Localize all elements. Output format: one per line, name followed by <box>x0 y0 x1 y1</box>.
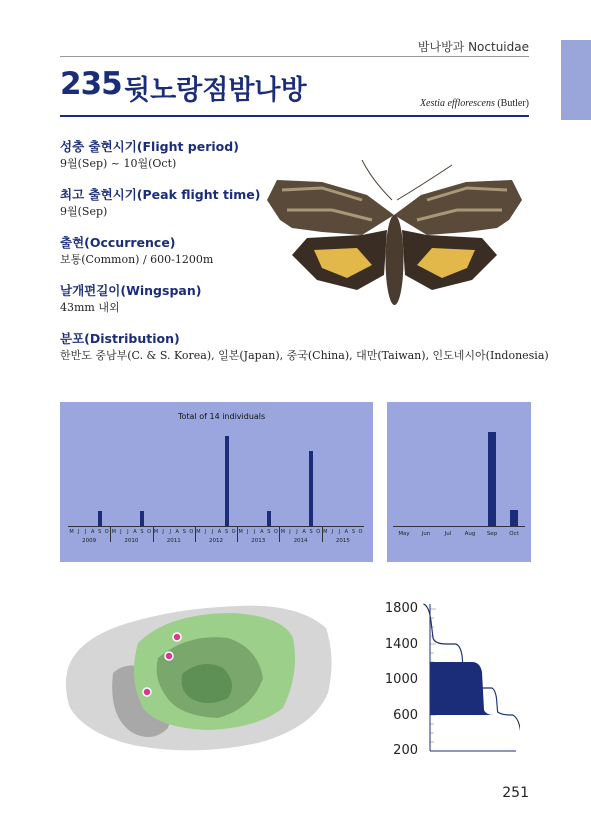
yearly-bar <box>140 511 144 526</box>
month-tick-label: O <box>189 529 194 535</box>
peak-time-value: 9월(Sep) <box>60 205 108 218</box>
month-category-label: Oct <box>509 531 519 537</box>
year-tick-label: 2012 <box>209 538 223 544</box>
month-tick-label: M <box>111 529 116 535</box>
year-tick-label: 2010 <box>124 538 139 544</box>
month-tick-label: A <box>344 529 349 535</box>
month-tick-label: M <box>153 529 159 535</box>
month-tick-label: J <box>254 529 256 535</box>
month-tick-label: S <box>267 529 271 535</box>
record-marker <box>173 633 181 641</box>
section-tab <box>561 40 591 120</box>
moth-photo <box>262 160 527 330</box>
altitude-tick: 600 <box>393 708 418 723</box>
month-tick-label: O <box>231 529 236 535</box>
year-tick-label: 2011 <box>166 538 181 544</box>
month-tick-label: J <box>120 529 122 535</box>
yearly-bar <box>267 511 271 526</box>
title-rule <box>60 115 529 117</box>
month-category-label: May <box>398 531 410 537</box>
month-tick-label: J <box>331 529 334 535</box>
year-separator <box>195 526 196 542</box>
month-tick-label: O <box>358 529 363 535</box>
year-tick-label: 2014 <box>293 538 308 544</box>
month-tick-label: O <box>147 529 152 535</box>
species-korean-name: 뒷노랑점밤나방 <box>124 75 307 106</box>
month-tick-label: M <box>238 529 243 535</box>
monthly-plot-area <box>393 402 525 562</box>
monthly-chart <box>387 402 531 562</box>
month-tick-label: J <box>296 529 298 535</box>
monthly-bar <box>510 510 518 526</box>
month-tick-label: A <box>175 529 179 535</box>
month-tick-label: M <box>196 529 201 535</box>
month-tick-label: M <box>280 529 286 535</box>
month-category-label: Sep <box>486 531 498 537</box>
year-separator <box>110 526 111 542</box>
month-tick-label: S <box>182 529 186 535</box>
month-tick-label: J <box>127 529 129 535</box>
year-separator <box>153 526 154 542</box>
month-tick-label: S <box>98 529 102 535</box>
flight-period-label: 성충 출현시기(Flight period) <box>60 139 239 154</box>
distribution-label: 분포(Distribution) <box>60 331 180 346</box>
year-separator <box>322 526 323 542</box>
month-tick-label: M <box>69 529 74 535</box>
month-tick-label: S <box>309 529 313 535</box>
month-tick-label: A <box>133 529 137 535</box>
month-tick-label: J <box>246 529 249 535</box>
month-tick-label: J <box>169 529 171 535</box>
month-tick-label: S <box>351 529 356 535</box>
flight-period-value: 9월(Sep) ~ 10월(Oct) <box>60 157 177 170</box>
month-tick-label: A <box>302 529 306 535</box>
month-tick-label: S <box>140 529 144 535</box>
month-tick-label: J <box>211 529 214 535</box>
altitude-tick: 200 <box>393 743 418 758</box>
wingspan-value: 43mm 내외 <box>60 301 120 314</box>
month-tick-label: J <box>162 529 164 535</box>
yearly-bar <box>98 511 102 526</box>
record-marker <box>165 652 173 660</box>
year-tick-label: 2015 <box>335 538 350 544</box>
month-tick-label: J <box>289 529 291 535</box>
month-category-label: Jul <box>444 531 452 537</box>
author-name: (Butler) <box>497 98 529 109</box>
monthly-bar <box>488 432 496 526</box>
month-tick-label: A <box>217 529 222 535</box>
altitude-tick: 1400 <box>384 637 418 652</box>
month-tick-label: J <box>338 529 341 535</box>
yearly-plot-area <box>68 402 364 562</box>
month-category-label: Aug <box>464 531 476 537</box>
month-tick-label: O <box>316 529 321 535</box>
month-tick-label: A <box>260 529 264 535</box>
month-tick-label: J <box>84 529 87 535</box>
month-tick-label: O <box>273 529 278 535</box>
altitude-profile <box>420 600 520 760</box>
yearly-bar <box>225 436 229 526</box>
peak-time-label: 최고 출현시기(Peak flight time) <box>60 187 261 202</box>
page-number: 251 <box>502 785 529 801</box>
species-number: 235 <box>60 66 122 102</box>
month-category-label: Jun <box>421 531 431 537</box>
year-separator <box>279 526 280 542</box>
altitude-chart <box>380 600 520 760</box>
month-tick-label: A <box>90 529 95 535</box>
year-tick-label: 2013 <box>251 538 266 544</box>
header-rule <box>60 56 529 57</box>
distribution-map <box>58 598 338 758</box>
month-tick-label: J <box>204 529 207 535</box>
month-tick-label: J <box>77 529 80 535</box>
yearly-chart-title: Total of 14 individuals <box>178 412 266 421</box>
scientific-name <box>420 98 529 109</box>
month-tick-label: O <box>104 529 109 535</box>
elevation-1400 <box>182 664 232 703</box>
occurrence-label: 출현(Occurrence) <box>60 235 176 250</box>
yearly-bar <box>309 451 313 526</box>
month-tick-label: S <box>224 529 229 535</box>
month-tick-label: M <box>323 529 328 535</box>
altitude-tick: 1000 <box>384 672 418 687</box>
year-tick-label: 2009 <box>82 538 97 544</box>
scientific-name-italic: Xestia efflorescens <box>419 98 495 109</box>
wingspan-label: 날개편길이(Wingspan) <box>60 283 202 298</box>
occurrence-value: 보통(Common) / 600-1200m <box>60 253 214 266</box>
family-header: 밤나방과 Noctuidae <box>417 40 529 54</box>
distribution-value: 한반도 중남부(C. & S. Korea), 일본(Japan), 중국(China), 대만(Taiwan), 인도네시아(Indonesia) <box>60 349 549 362</box>
year-separator <box>237 526 238 542</box>
altitude-tick: 1800 <box>384 601 418 616</box>
record-marker <box>143 688 151 696</box>
yearly-chart <box>60 402 373 562</box>
